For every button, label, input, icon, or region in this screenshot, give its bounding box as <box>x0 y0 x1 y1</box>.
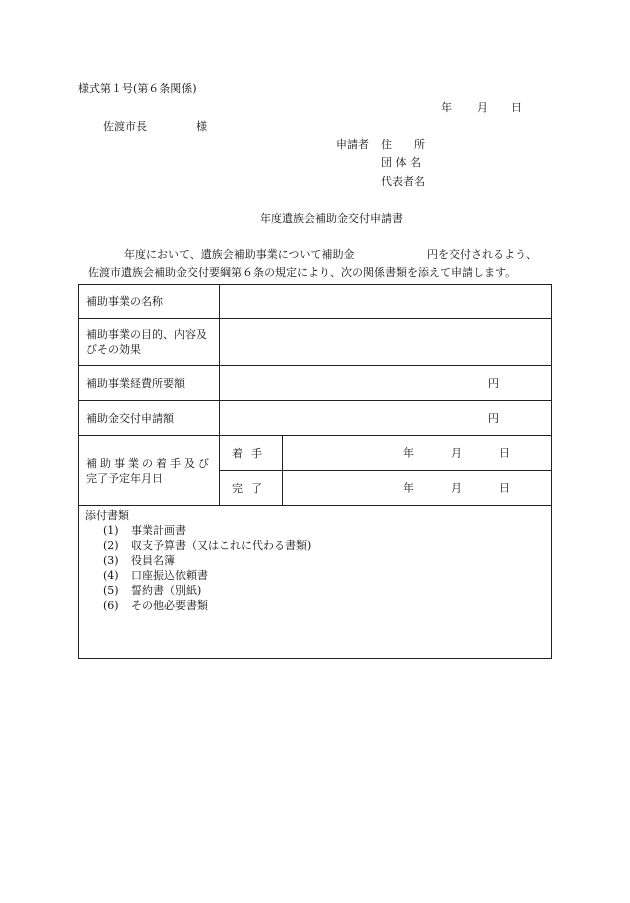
attachment-text: 収支予算書（又はこれに代わる書類) <box>131 539 312 552</box>
attachment-item <box>85 568 551 583</box>
row-start <box>79 436 552 471</box>
end-month: 月 <box>451 481 462 495</box>
request-unit: 円 <box>488 411 499 425</box>
attachment-text: 誓約書（別紙) <box>131 584 202 597</box>
attachment-num: (3) <box>103 554 119 567</box>
purpose-label-line2: びその効果 <box>86 343 141 356</box>
row-purpose <box>79 319 552 366</box>
attachment-num: (6) <box>103 599 119 612</box>
end-label: 完了 <box>220 471 283 506</box>
schedule-label-line2: 完了予定年月日 <box>86 471 163 485</box>
attachments-cell <box>79 506 552 659</box>
attachment-item <box>85 538 551 553</box>
representative-label: 代表者名 <box>381 175 425 188</box>
body-line2: 佐渡市遺族会補助金交付要綱第６条の規定により、次の関係書類を添えて申請します。 <box>88 266 517 279</box>
addressee-mayor: 佐渡市長 <box>103 120 147 133</box>
address-label: 住 所 <box>381 138 425 151</box>
start-year: 年 <box>403 446 414 460</box>
attachment-num: (1) <box>103 524 119 537</box>
attachment-item <box>85 583 551 598</box>
attachment-item <box>85 598 551 613</box>
purpose-field[interactable] <box>220 319 552 366</box>
request-label: 補助金交付申請額 <box>79 401 220 436</box>
addressee-honorific: 様 <box>196 120 207 133</box>
row-attachments <box>79 506 552 659</box>
row-project-name <box>79 285 552 319</box>
start-label: 着手 <box>220 436 283 471</box>
attachment-num: (4) <box>103 569 119 582</box>
end-day: 日 <box>499 481 510 495</box>
date-month: 月 <box>477 101 488 114</box>
end-date-field[interactable] <box>283 471 552 506</box>
attachment-text: 事業計画書 <box>131 524 186 537</box>
date-day: 日 <box>511 101 522 114</box>
body-line1-a: 年度において、遺族会補助事業について補助金 <box>124 248 355 261</box>
start-month: 月 <box>451 446 462 460</box>
row-request <box>79 401 552 436</box>
application-table <box>78 284 552 659</box>
cost-unit: 円 <box>488 376 499 390</box>
purpose-label <box>79 319 220 366</box>
schedule-label-line1: 補助事業の着手及び <box>86 456 212 470</box>
project-name-label: 補助事業の名称 <box>79 285 220 319</box>
end-year: 年 <box>403 481 414 495</box>
request-field[interactable] <box>220 401 552 436</box>
start-date-field[interactable] <box>283 436 552 471</box>
attachments-title: 添付書類 <box>85 509 129 522</box>
attachment-text: 役員名簿 <box>131 554 175 567</box>
schedule-label <box>79 436 220 506</box>
attachment-num: (5) <box>103 584 119 597</box>
purpose-label-line1: 補助事業の目的、内容及 <box>86 328 207 341</box>
attachment-num: (2) <box>103 539 119 552</box>
project-name-field[interactable] <box>220 285 552 319</box>
start-day: 日 <box>499 446 510 460</box>
date-year: 年 <box>441 101 452 114</box>
group-name-label: 団 体 名 <box>381 156 421 169</box>
form-number: 様式第１号(第６条関係) <box>78 82 197 95</box>
attachment-item <box>85 553 551 568</box>
row-cost <box>79 366 552 401</box>
attachment-item <box>85 523 551 538</box>
body-line1-b: 円を交付されるよう、 <box>427 248 537 261</box>
attachment-text: 口座振込依頼書 <box>131 569 208 582</box>
attachment-text: その他必要書類 <box>131 599 208 612</box>
document-title: 年度遺族会補助金交付申請書 <box>260 212 403 225</box>
cost-label: 補助事業経費所要額 <box>79 366 220 401</box>
cost-field[interactable] <box>220 366 552 401</box>
applicant-label: 申請者 <box>336 138 369 151</box>
